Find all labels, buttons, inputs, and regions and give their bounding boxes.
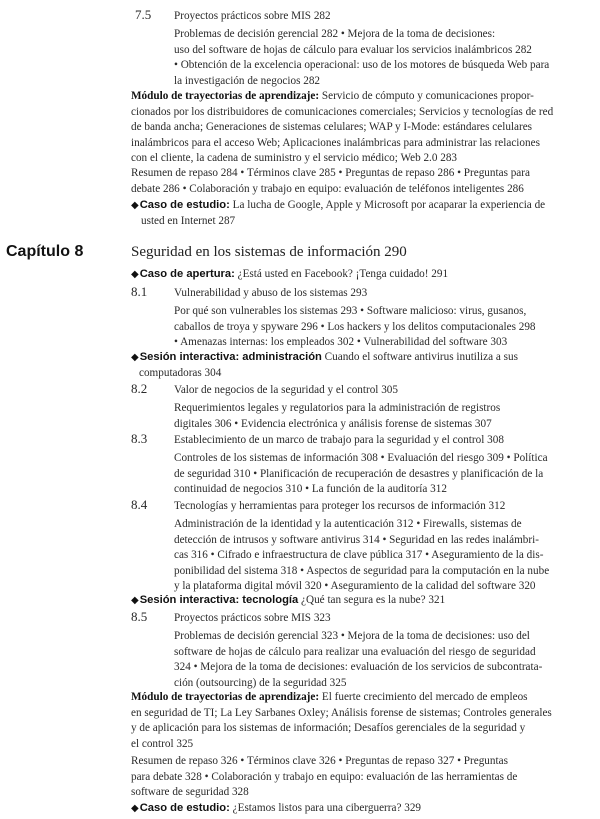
text-line: Controles de los sistemas de información 308 • Evaluación del riesgo 309 • Política — [174, 452, 548, 464]
section-subtopics — [174, 517, 594, 595]
learning-tracks-block — [131, 89, 596, 167]
text-line: ◆Sesión interactiva: administración Cuando el software antivirus inutiliza a sus — [131, 351, 518, 363]
section-subtopics — [174, 629, 594, 691]
case-study-label: Caso de estudio: — [139, 199, 230, 211]
text-line: de seguridad 310 • Planificación de recuperación de desastres y planificación de la — [174, 467, 544, 480]
section-number: 8.1 — [131, 284, 148, 299]
text-line: Módulo de trayectorias de aprendizaje: Servicio de cómputo y comunicaciones propor- — [131, 90, 534, 102]
review-block — [131, 166, 596, 197]
text-line: digitales 306 • Evidencia electrónica y análisis forense de sistemas 307 — [174, 417, 492, 430]
text-line: Por qué son vulnerables los sistemas 293 • Software malicioso: virus, gusanos, — [174, 305, 527, 317]
text-line: cionados por los distribuidores de comunicaciones comerciales; Servicios y tecnologías de red — [131, 105, 554, 118]
text-line: software de hojas de cálculo para realizar una evaluación del riesgo de seguridad — [174, 645, 536, 658]
diamond-bullet-icon: ◆ — [131, 595, 139, 606]
text-line: software de seguridad 328 — [131, 786, 249, 799]
learning-tracks-block — [131, 690, 596, 752]
text-line: • Amenazas internas: los empleados 302 • Vulnerabilidad del software 303 — [174, 336, 508, 349]
section-title: Valor de negocios de la seguridad y el control 305 — [174, 384, 398, 396]
text-line: ◆Caso de estudio: La lucha de Google, Apple y Microsoft por acaparar la experiencia de — [131, 199, 546, 211]
learning-tracks-label: Módulo de trayectorias de aprendizaje: — [131, 90, 320, 102]
interactive-session-label: Sesión interactiva: tecnología — [139, 594, 299, 606]
section-number: 8.4 — [131, 497, 148, 512]
interactive-session-label: Sesión interactiva: administración — [139, 351, 322, 363]
text-line: ción (outsourcing) de la seguridad 325 — [174, 676, 347, 689]
case-study-label: Caso de estudio: — [139, 802, 230, 814]
learning-tracks-label: Módulo de trayectorias de aprendizaje: — [131, 691, 320, 703]
text-line: Administración de la identidad y la autenticación 312 • Firewalls, sistemas de — [174, 518, 522, 530]
diamond-bullet-icon: ◆ — [131, 200, 139, 211]
interactive-session: ◆Sesión interactiva: tecnología ¿Qué tan segura es la nube? 321 — [131, 594, 446, 606]
text-line: Problemas de decisión gerencial 282 • Mejora de la toma de decisiones: — [174, 28, 496, 40]
text-line: y de aplicación para los sistemas de información; Desafíos gerenciales de la seguridad y — [131, 722, 526, 735]
text-line: el control 325 — [131, 737, 194, 750]
text-line: usted en Internet 287 — [141, 214, 236, 227]
section-number: 8.5 — [131, 609, 148, 624]
diamond-bullet-icon: ◆ — [131, 803, 139, 814]
chapter-title: Seguridad en los sistemas de información 290 — [131, 244, 407, 260]
text-line: y la plataforma digital móvil 320 • Aseguramiento de la calidad del software 320 — [174, 580, 536, 593]
case-study-block: ◆Caso de estudio: ¿Estamos listos para una ciberguerra? 329 — [131, 802, 422, 814]
text-line: en seguridad de TI; La Ley Sarbanes Oxley; Análisis forense de sistemas; Controles generales — [131, 706, 552, 719]
section-number: 8.2 — [131, 381, 148, 396]
text-line: caballos de troya y spyware 296 • Los hackers y los delitos computacionales 298 — [174, 320, 536, 333]
text-line: debate 286 • Colaboración y trabajo en equipo: evaluación de teléfonos inteligentes 286 — [131, 182, 524, 195]
section-subtopics — [174, 451, 594, 498]
case-study-block — [131, 198, 596, 229]
text-line: continuidad de negocios 310 • La función de la auditoría 312 — [174, 483, 447, 496]
text-line: cas 316 • Cifrado e infraestructura de clave pública 317 • Aseguramiento de la dis- — [174, 549, 544, 562]
text-line: Resumen de repaso 326 • Términos clave 326 • Preguntas de repaso 327 • Preguntas — [131, 755, 508, 767]
chapter-label: Capítulo 8 — [6, 243, 84, 260]
text-line: computadoras 304 — [139, 366, 222, 379]
section-title: Tecnologías y herramientas para proteger los recursos de información 312 — [174, 500, 506, 512]
opening-case-label: Caso de apertura: — [139, 268, 235, 280]
diamond-bullet-icon: ◆ — [131, 269, 139, 280]
text-line: inalámbricos para el acceso Web; Aplicaciones inalámbricas para administrar las relaciones — [131, 136, 540, 149]
text-line: la investigación de negocios 282 — [174, 74, 321, 87]
text-line: Problemas de decisión gerencial 323 • Mejora de la toma de decisiones: uso del — [174, 630, 530, 642]
section-subtopics — [174, 401, 594, 432]
text-line: para debate 328 • Colaboración y trabajo en equipo: evaluación de las herramientas de — [131, 770, 518, 783]
section-title: Proyectos prácticos sobre MIS 282 — [174, 10, 331, 22]
text-line: Módulo de trayectorias de aprendizaje: El fuerte crecimiento del mercado de empleos — [131, 691, 528, 703]
review-block — [131, 754, 596, 801]
opening-case: ◆Caso de apertura: ¿Está usted en Facebook? ¡Tenga cuidado! 291 — [131, 268, 449, 280]
section-title: Vulnerabilidad y abuso de los sistemas 293 — [174, 287, 368, 299]
text-line: con el cliente, la cadena de suministro y el servicio médico; Web 2.0 283 — [131, 152, 458, 165]
section-title: Establecimiento de un marco de trabajo para la seguridad y el control 308 — [174, 434, 504, 446]
text-line: • Obtención de la excelencia operacional: uso de los motores de búsqueda Web para — [174, 59, 550, 72]
interactive-session — [131, 350, 596, 381]
section-subtopics — [174, 27, 594, 89]
text-line: 324 • Mejora de la toma de decisiones: evaluación de los servicios de subcontrata- — [174, 661, 543, 674]
text-line: ponibilidad del sistema 318 • Aspectos de seguridad para la computación en la nube — [174, 564, 550, 577]
text-line: uso del software de hojas de cálculo para evaluar los servicios inalámbricos 282 — [174, 43, 532, 56]
section-number: 8.3 — [131, 431, 148, 446]
text-line: Requerimientos legales y regulatorios para la administración de registros — [174, 402, 501, 414]
text-line: Resumen de repaso 284 • Términos clave 285 • Preguntas de repaso 286 • Preguntas para — [131, 167, 530, 179]
text-line: detección de intrusos y software antivirus 314 • Seguridad en las redes inalámbri- — [174, 533, 539, 546]
text-line: de banda ancha; Generaciones de sistemas celulares; WAP y I-Mode: estándares celulares — [131, 121, 533, 134]
section-number: 7.5 — [135, 7, 152, 22]
section-subtopics — [174, 304, 594, 351]
diamond-bullet-icon: ◆ — [131, 352, 139, 363]
section-title: Proyectos prácticos sobre MIS 323 — [174, 612, 331, 624]
